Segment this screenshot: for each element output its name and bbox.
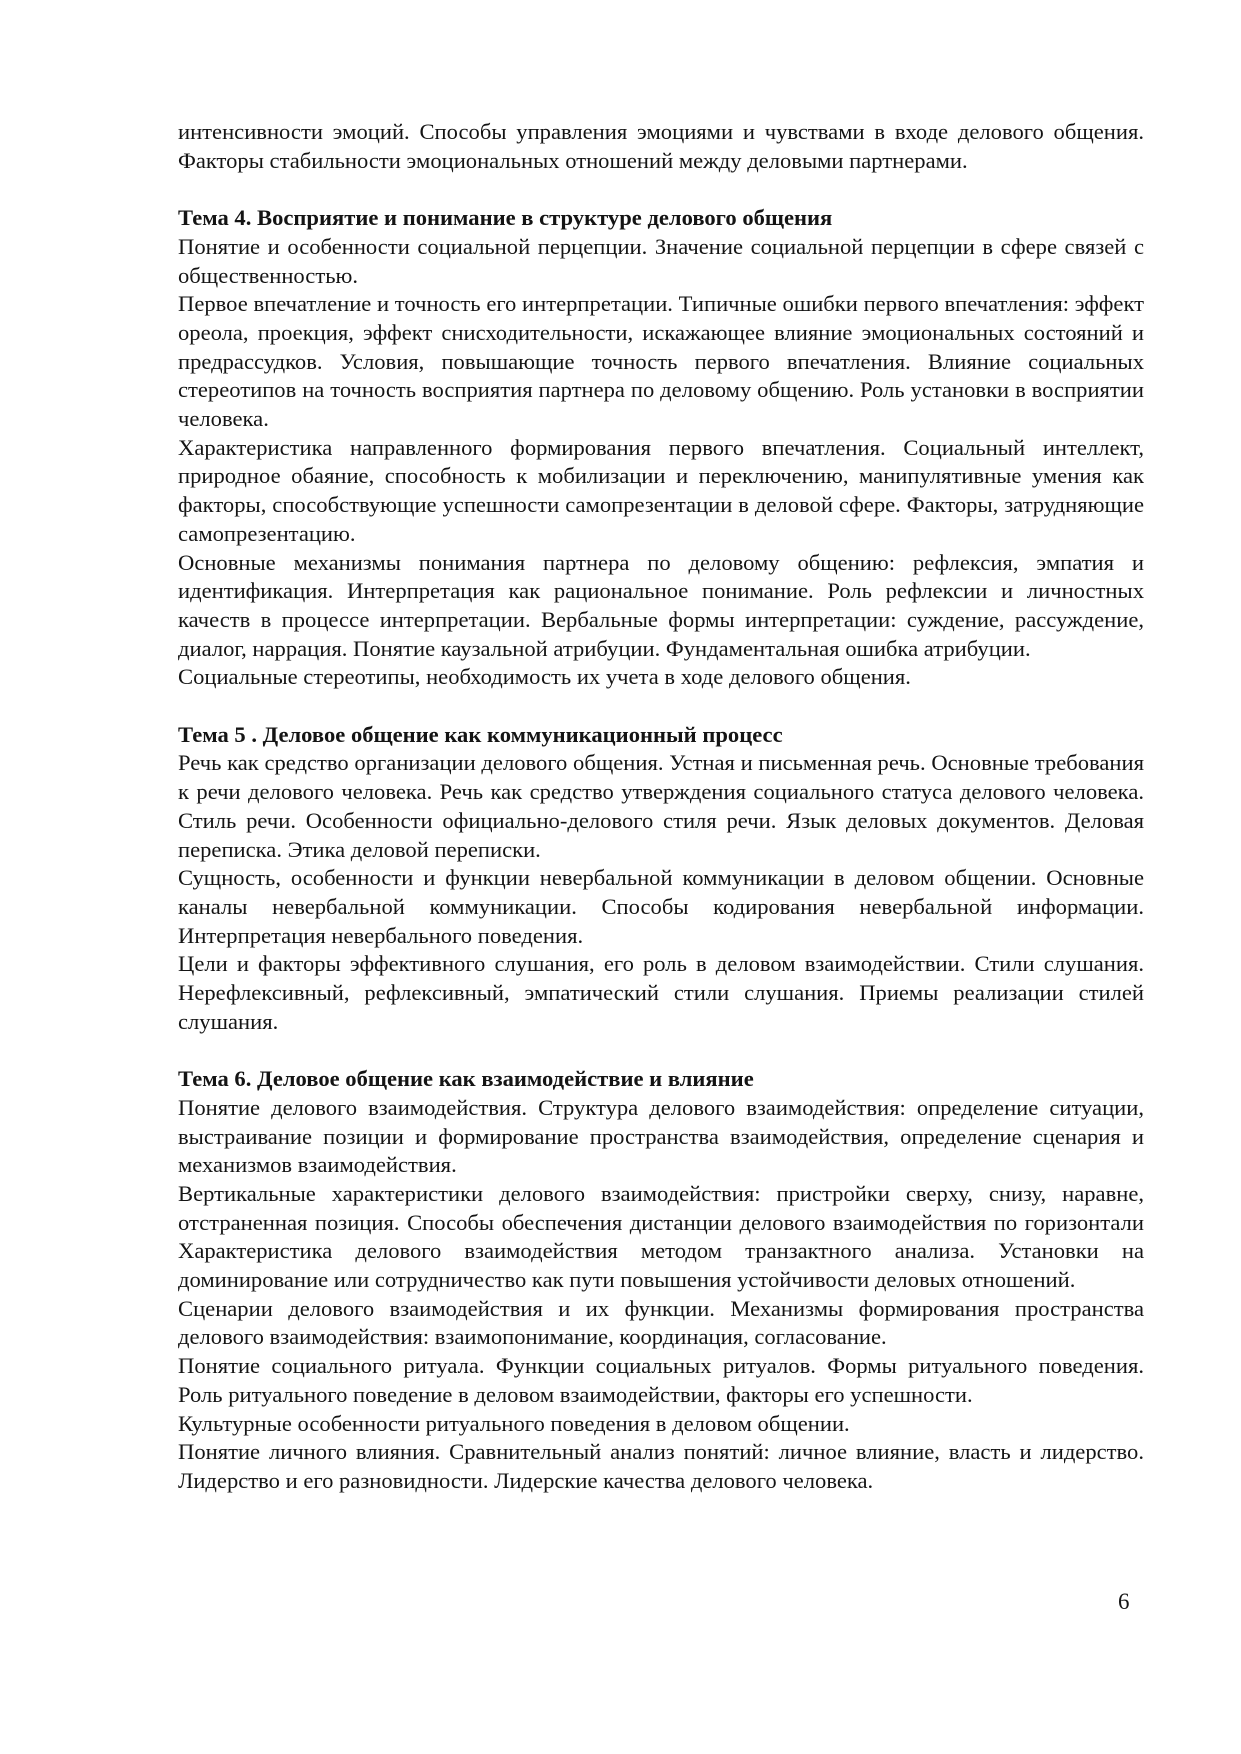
topic-6-paragraph: Понятие делового взаимодействия. Структура делового взаимодействия: определение ситуации, выстраивание позиции и формирование пространства взаимодействия, определение сценария и механизмов взаимодействия. bbox=[178, 1094, 1144, 1178]
topic-6-paragraph: Культурные особенности ритуального поведения в деловом общении. bbox=[178, 1410, 850, 1436]
topic-4-paragraph: Понятие и особенности социальной перцепции. Значение социальной перцепции в сфере связей с общественностью. bbox=[178, 233, 1144, 288]
topic-4-paragraph: Первое впечатление и точность его интерпретации. Типичные ошибки первого впечатления: эффект ореола, проекция, эффект снисходительности, искажающее влияние эмоциональных состояний и предрассудков. Условия, повышающие точность первого впечатления. Влияние социальных стереотипов на точность восприятия партнера по деловому общению. Роль установки в восприятии человека. bbox=[178, 291, 1144, 432]
topic-5-paragraph: Речь как средство организации делового общения. Устная и письменная речь. Основные требования к речи делового человека. Речь как средство утверждения социального статуса делового человека. Стиль речи. Особенности официально-делового стиля речи. Язык деловых документов. Деловая переписка. Этика деловой переписки. bbox=[178, 750, 1144, 862]
page-number: 6 bbox=[1118, 1589, 1130, 1614]
topic-5-section bbox=[178, 721, 1144, 1037]
topic-6-heading: Тема 6. Деловое общение как взаимодействие и влияние bbox=[178, 1066, 754, 1092]
topic-6-paragraph: Понятие социального ритуала. Функции социальных ритуалов. Формы ритуального поведения. Роль ритуального поведение в деловом взаимодействии, факторы его успешности. bbox=[178, 1353, 1144, 1407]
topic-4-heading: Тема 4. Восприятие и понимание в структуре делового общения bbox=[178, 205, 833, 231]
topic-6-section bbox=[178, 1065, 1144, 1496]
page-content bbox=[178, 118, 1144, 1496]
topic-6-paragraph: Вертикальные характеристики делового взаимодействия: пристройки сверху, снизу, наравне, отстраненная позиция. Способы обеспечения дистанции делового взаимодействия по горизонтали Характеристика делового взаимодействия методом транзактного анализа. Установки на доминирование или сотрудничество как пути повышения устойчивости деловых отношений. bbox=[178, 1180, 1144, 1293]
topic-4-paragraph: Социальные стереотипы, необходимость их учета в ходе делового общения. bbox=[178, 664, 911, 690]
topic-5-paragraph: Цели и факторы эффективного слушания, его роль в деловом взаимодействии. Стили слушания. Нерефлексивный, рефлексивный, эмпатический стили слушания. Приемы реализации стилей слушания. bbox=[178, 951, 1144, 1034]
topic-5-paragraph: Сущность, особенности и функции невербальной коммуникации в деловом общении. Основные каналы невербальной коммуникации. Способы кодирования невербальной информации. Интерпретация невербального поведения. bbox=[178, 865, 1144, 948]
topic-6-paragraph: Понятие личного влияния. Сравнительный анализ понятий: личное влияние, власть и лидерство. Лидерство и его разновидности. Лидерские качества делового человека. bbox=[178, 1439, 1144, 1493]
topic-6-paragraph: Сценарии делового взаимодействия и их функции. Механизмы формирования пространства делового взаимодействия: взаимопонимание, координация, согласование. bbox=[178, 1295, 1144, 1350]
topic-4-paragraph: Основные механизмы понимания партнера по деловому общению: рефлексия, эмпатия и идентификация. Интерпретация как рациональное понимание. Роль рефлексии и личностных качеств в процессе интерпретации. Вербальные формы интерпретации: суждение, рассуждение, диалог, наррация. Понятие каузальной атрибуции. Фундаментальная ошибка атрибуции. bbox=[178, 549, 1144, 661]
topic-4-paragraph: Характеристика направленного формирования первого впечатления. Социальный интеллект, природное обаяние, способность к мобилизации и переключению, манипулятивные умения как факторы, способствующие успешности самопрезентации в деловой сфере. Факторы, затрудняющие самопрезентацию. bbox=[178, 434, 1144, 546]
topic-4-section bbox=[178, 204, 1144, 692]
intro-paragraph: интенсивности эмоций. Способы управления эмоциями и чувствами в входе делового общения. Факторы стабильности эмоциональных отношений между деловыми партнерами. bbox=[178, 119, 1144, 173]
topic-5-heading: Тема 5 . Деловое общение как коммуникационный процесс bbox=[178, 721, 783, 747]
